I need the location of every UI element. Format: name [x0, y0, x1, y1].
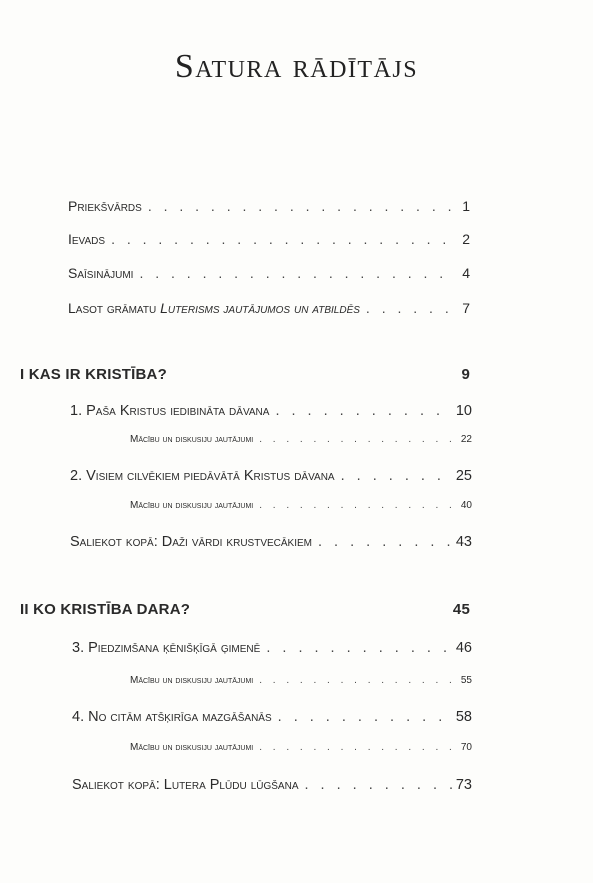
toc-page-number: 1 — [462, 198, 470, 214]
toc-entry-lasot-gramatu[interactable] — [68, 300, 470, 316]
label-prefix: Lasot grāmatu — [68, 300, 161, 316]
toc-entry-label: Mācību un diskusiju jautājumi — [130, 500, 254, 511]
part-page-number: 45 — [452, 601, 470, 618]
dot-leader — [259, 500, 454, 511]
toc-page-number: 46 — [455, 640, 472, 656]
toc-page-number: 43 — [455, 534, 472, 550]
dot-leader — [259, 434, 454, 445]
toc-page-number: 40 — [460, 500, 472, 511]
book-title: Luterisms jautājumos un atbildēs — [160, 300, 360, 316]
toc-entry-priekšvārds[interactable] — [68, 198, 470, 214]
toc-entry-questions-4[interactable] — [130, 742, 472, 753]
toc-entry-label: Saīsinājumi — [68, 265, 134, 281]
toc-page-number: 70 — [460, 742, 472, 753]
toc-entry-label: Ievads — [68, 231, 106, 247]
dot-leader — [111, 231, 452, 247]
toc-page-number: 25 — [455, 468, 472, 484]
toc-page-number: 55 — [460, 675, 472, 686]
toc-entry-label: Mācību un diskusiju jautājumi — [130, 434, 254, 445]
toc-entry-chapter-3[interactable] — [72, 640, 472, 656]
part-title: I KAS IR KRISTĪBA? — [20, 366, 167, 383]
toc-entry-questions-1[interactable] — [130, 434, 472, 445]
toc-entry-label: 2. Visiem cilvēkiem piedāvātā Kristus dāvana — [70, 468, 335, 484]
toc-entry-label: Mācību un diskusiju jautājumi — [130, 675, 254, 686]
dot-leader — [259, 742, 454, 753]
toc-entry-questions-3[interactable] — [130, 675, 472, 686]
dot-leader — [139, 265, 452, 281]
toc-entry-chapter-2[interactable] — [70, 468, 472, 484]
toc-entry-label: Saliekot kopā: Lutera Plūdu lūgšana — [72, 777, 299, 793]
part-page-number: 9 — [461, 366, 470, 383]
dot-leader — [259, 675, 454, 686]
part-heading-1[interactable] — [20, 366, 470, 383]
dot-leader — [266, 640, 452, 656]
toc-page-number: 4 — [462, 265, 470, 281]
toc-entry-label: 3. Piedzimšana ķēnišķīgā ģimenē — [72, 640, 261, 656]
dot-leader — [341, 468, 452, 484]
toc-entry-label: Saliekot kopā: Daži vārdi krustvecākiem — [70, 534, 312, 550]
dot-leader — [318, 534, 452, 550]
toc-entry-label — [68, 300, 360, 316]
toc-page-number: 22 — [460, 434, 472, 445]
dot-leader — [148, 198, 452, 214]
toc-entry-chapter-4[interactable] — [72, 709, 472, 725]
toc-page-number: 7 — [462, 300, 470, 316]
dot-leader — [275, 403, 451, 419]
toc-entry-questions-2[interactable] — [130, 500, 472, 511]
toc-entry-label: Priekšvārds — [68, 198, 142, 214]
dot-leader — [278, 709, 452, 725]
toc-entry-label: Mācību un diskusiju jautājumi — [130, 742, 254, 753]
toc-page-number: 73 — [455, 777, 472, 793]
dot-leader — [366, 300, 452, 316]
toc-page-number: 2 — [462, 231, 470, 247]
dot-leader — [305, 777, 452, 793]
toc-entry-label: 1. Paša Kristus iedibināta dāvana — [70, 403, 270, 419]
part-heading-2[interactable] — [20, 601, 470, 618]
toc-entry-saliekot-kopa-2[interactable] — [72, 777, 472, 793]
page-title: Satura rādītājs — [174, 48, 419, 85]
part-title: II KO KRISTĪBA DARA? — [20, 601, 191, 618]
toc-entry-saliekot-kopa-1[interactable] — [70, 534, 472, 550]
toc-entry-saisinajumi[interactable] — [68, 265, 470, 281]
toc-entry-ievads[interactable] — [68, 231, 470, 247]
toc-entry-chapter-1[interactable] — [70, 403, 472, 419]
toc-page-number: 10 — [455, 403, 472, 419]
toc-entry-label: 4. No citām atšķirīga mazgāšanās — [72, 709, 272, 725]
toc-page-number: 58 — [455, 709, 472, 725]
